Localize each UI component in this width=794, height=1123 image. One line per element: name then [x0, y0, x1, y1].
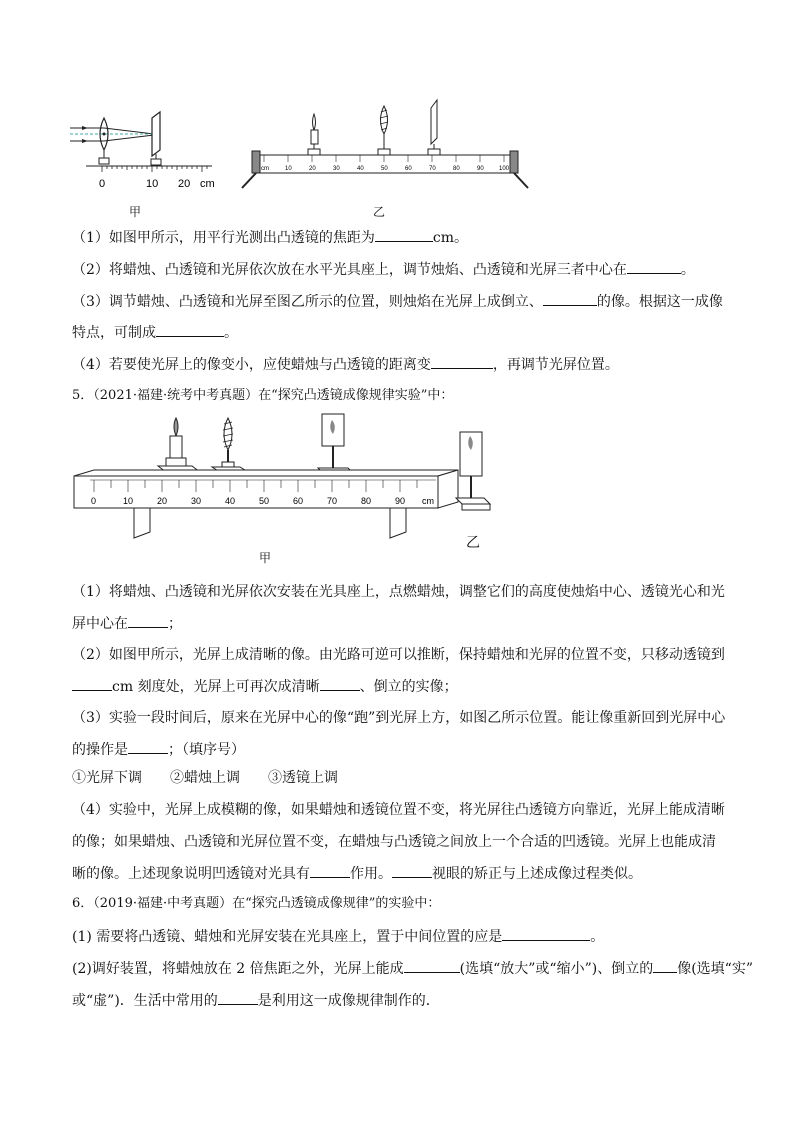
figure-q5-optical-bench — [70, 412, 550, 542]
q5-tick-60: 60 — [293, 496, 304, 506]
q5-blank-6[interactable] — [392, 863, 432, 878]
q4-part4: （4）若要使光屏上的像变小，应使蜡烛与凸透镜的距离变 ，再调节光屏位置。 — [72, 354, 619, 375]
caption-jia-top: 甲 — [129, 205, 142, 219]
q5-tick-10: 10 — [123, 496, 134, 506]
q5-part4-cont2: 晰的像。上述现象说明凹透镜对光具有 作用。 视眼的矫正与上述成像过程类似。 — [72, 863, 642, 884]
q5-blank-1[interactable] — [128, 613, 168, 628]
caption-jia-q5: 甲 — [259, 551, 272, 565]
q5-tick-30: 30 — [191, 496, 202, 506]
q4-part1: （1）如图甲所示，用平行光测出凸透镜的焦距为 cm。 — [72, 227, 468, 248]
jia-tick-0: 0 — [99, 178, 106, 190]
yi-tick-20: 20 — [309, 166, 316, 172]
candle — [308, 114, 320, 155]
yi-tick-10: 10 — [285, 166, 292, 172]
yi-tick-60: 60 — [405, 166, 412, 172]
q6-part2: (2)调好装置，将蜡烛放在 2 倍焦距之外，光屏上能成 (选填“放大”或“缩小”)、倒立的 像(选填“实” — [72, 958, 753, 979]
q6-blank-2[interactable] — [404, 958, 460, 973]
q6-blank-4[interactable] — [218, 990, 258, 1005]
q5-tick-70: 70 — [327, 496, 338, 506]
q4-blank-4[interactable] — [156, 322, 224, 337]
q5-blank-5[interactable] — [310, 863, 350, 878]
q5-part4-cont: 的像；如果蜡烛、凸透镜和光屏位置不变，在蜡烛与凸透镜之间放上一个合适的凹透镜。光屏上也能成清 — [72, 834, 716, 850]
q5-tick-0: 0 — [91, 496, 97, 506]
q5-part1: （1）将蜡烛、凸透镜和光屏依次安装在光具座上，点燃蜡烛，调整它们的高度使烛焰中心、透镜光心和光 — [72, 584, 725, 600]
q6-part2-cont: 或“虚”)．生活中常用的 是利用这一成像规律制作的． — [72, 990, 440, 1011]
q5-blank-3[interactable] — [320, 676, 360, 691]
yi-tick-80: 80 — [453, 166, 460, 172]
q5-tick-90: 90 — [395, 496, 406, 506]
yi-tick-70: 70 — [429, 166, 436, 172]
q5-part3: （3）实验一段时间后，原来在光屏中心的像“跑”到光屏上方，如图乙所示位置。能让像重新回到光屏中心 — [72, 710, 726, 726]
jia-unit: cm — [200, 178, 215, 190]
q5-blank-2[interactable] — [72, 676, 112, 691]
q5-tick-40: 40 — [225, 496, 236, 506]
q5-part4: （4）实验中，光屏上成模糊的像，如果蜡烛和透镜位置不变，将光屏往凸透镜方向靠近，光屏上能成清晰 — [72, 802, 725, 818]
q4-blank-5[interactable] — [431, 354, 493, 369]
option-3: ③透镜上调 — [268, 770, 338, 786]
q6-title: 6．（2019·福建·中考真题）在“探究凸透镜成像规律”的实验中： — [72, 896, 441, 911]
q5-tick-80: 80 — [361, 496, 372, 506]
q6-part1: (1) 需要将凸透镜、蜡烛和光屏安装在光具座上，置于中间位置的应是 。 — [72, 926, 604, 947]
q5-screen — [318, 414, 354, 474]
figure-jia-focal-length — [66, 98, 226, 193]
option-1: ①光屏下调 — [72, 770, 142, 786]
q5-part2: （2）如图甲所示，光屏上成清晰的像。由光路可逆可以推断，保持蜡烛和光屏的位置不变，只移动透镜到 — [72, 647, 725, 663]
q5-tick-50: 50 — [259, 496, 270, 506]
caption-yi-q5: 乙 — [466, 535, 480, 551]
yi-tick-50: 50 — [381, 166, 388, 172]
q5-lens — [212, 418, 248, 472]
caption-yi-top: 乙 — [373, 205, 386, 219]
q5-options — [72, 768, 338, 788]
yi-tick-cm: cm — [261, 166, 269, 172]
yi-tick-30: 30 — [333, 166, 340, 172]
jia-tick-20: 20 — [178, 178, 191, 190]
q4-part3: （3）调节蜡烛、凸透镜和光屏至图乙所示的位置，则烛焰在光屏上成倒立、 的像。根据这一成像 — [72, 291, 723, 312]
q5-tick-cm: cm — [422, 496, 434, 506]
yi-tick-90: 90 — [477, 166, 484, 172]
q5-candle — [158, 418, 200, 472]
yi-tick-100: 100 — [499, 166, 510, 172]
q4-part3-cont: 特点，可制成 。 — [72, 322, 238, 343]
figure-yi-optical-bench — [236, 96, 536, 192]
jia-tick-10: 10 — [146, 178, 159, 190]
q5-part1-cont: 屏中心在 ； — [72, 613, 182, 634]
q5-screen-yi — [456, 432, 490, 510]
q6-blank-3[interactable] — [653, 958, 677, 973]
q4-part2: （2）将蜡烛、凸透镜和光屏依次放在水平光具座上，调节烛焰、凸透镜和光屏三者中心在 。 — [72, 259, 695, 280]
q5-title: 5．（2021·福建·统考中考真题）在“探究凸透镜成像规律实验”中： — [72, 388, 454, 403]
q4-blank-3[interactable] — [543, 291, 597, 306]
screen — [428, 100, 440, 155]
q5-part2-cont: cm 刻度处，光屏上可再次成清晰 、倒立的实像； — [72, 676, 458, 697]
lens — [378, 106, 390, 155]
yi-tick-40: 40 — [357, 166, 364, 172]
q5-tick-20: 20 — [157, 496, 168, 506]
q4-blank-2[interactable] — [627, 259, 681, 274]
option-2: ②蜡烛上调 — [170, 770, 240, 786]
q4-blank-1[interactable] — [375, 227, 433, 242]
q5-blank-4[interactable] — [128, 739, 168, 754]
q6-blank-1[interactable] — [502, 926, 590, 941]
q5-part3-cont: 的操作是 ；（填序号） — [72, 739, 245, 760]
